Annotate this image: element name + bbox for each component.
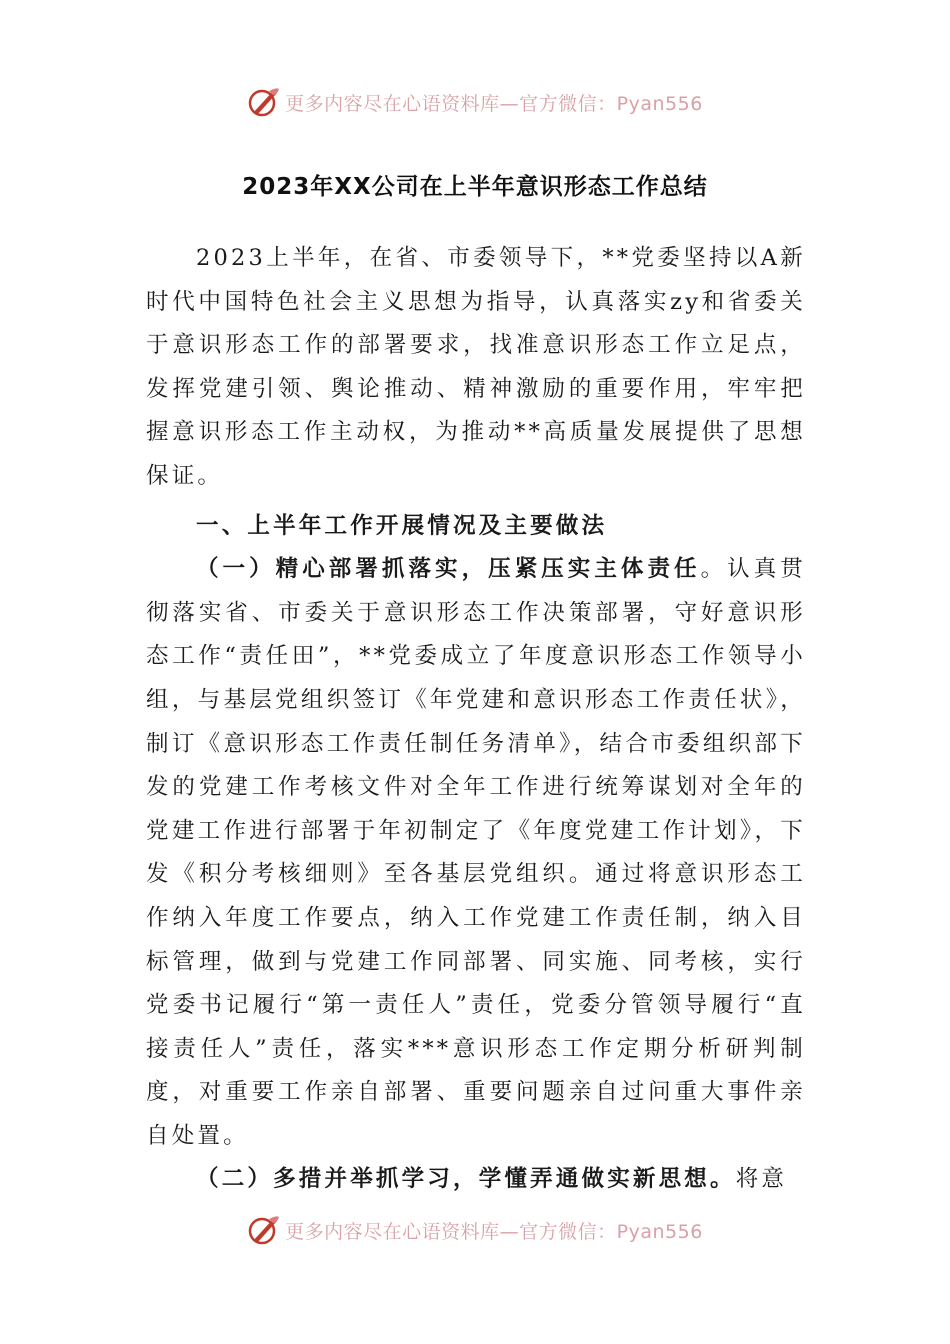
- subsection-1-paragraph: [146, 548, 806, 1158]
- document-title: 2023年XX公司在上半年意识形态工作总结: [242, 174, 708, 200]
- subsection-heading-1: （一）精心部署抓落实，压紧压实主体责任: [196, 556, 701, 583]
- watermark-text: 更多内容尽在心语资料库—官方微信：Pyan556: [285, 92, 703, 115]
- subsection-1-body: 。认真贯彻落实省、市委关于意识形态工作决策部署，守好意识形态工作“责任田”，**党委成立了年度意识形态工作领导小组，与基层党组织签订《年党建和意识形态工作责任状》，制订《意识形态工作责任制任务清单》，结合市委组织部下发的党建工作考核文件对全年工作进行统筹谋划对全年的党建工作进行部署于年初制定了《年度党建工作计划》，下发《积分考核细则》至各基层党组织。通过将意识形态工作纳入年度工作要点，纳入工作党建工作责任制，纳入目标管理，做到与党建工作同部署、同实施、同考核，实行党委书记履行“第一责任人”责任，党委分管领导履行“直接责任人”责任，落实***意识形态工作定期分析研判制度，对重要工作亲自部署、重要问题亲自过问重大事件亲自处置。: [146, 556, 806, 1149]
- document-body: [146, 237, 806, 1202]
- quill-pen-logo-icon: [247, 85, 281, 119]
- watermark-text: 更多内容尽在心语资料库—官方微信：Pyan556: [285, 1220, 703, 1243]
- quill-pen-logo-icon: [247, 1213, 281, 1247]
- watermark-banner-bottom: [0, 1210, 950, 1250]
- subsection-heading-2: （二）多措并举抓学习，学懂弄通做实新思想。: [196, 1166, 736, 1193]
- watermark-banner-top: [0, 82, 950, 122]
- subsection-2-body: 将意: [735, 1166, 788, 1193]
- intro-paragraph: 2023上半年，在省、市委领导下，**党委坚持以A新时代中国特色社会主义思想为指导，认真落实zy和省委关于意识形态工作的部署要求，找准意识形态工作立足点，发挥党建引领、舆论推动、精神激励的重要作用，牢牢把握意识形态工作主动权，为推动**高质量发展提供了思想保证。: [146, 245, 806, 489]
- section-heading-1: 一、上半年工作开展情况及主要做法: [196, 512, 608, 539]
- subsection-2-paragraph: [146, 1158, 806, 1202]
